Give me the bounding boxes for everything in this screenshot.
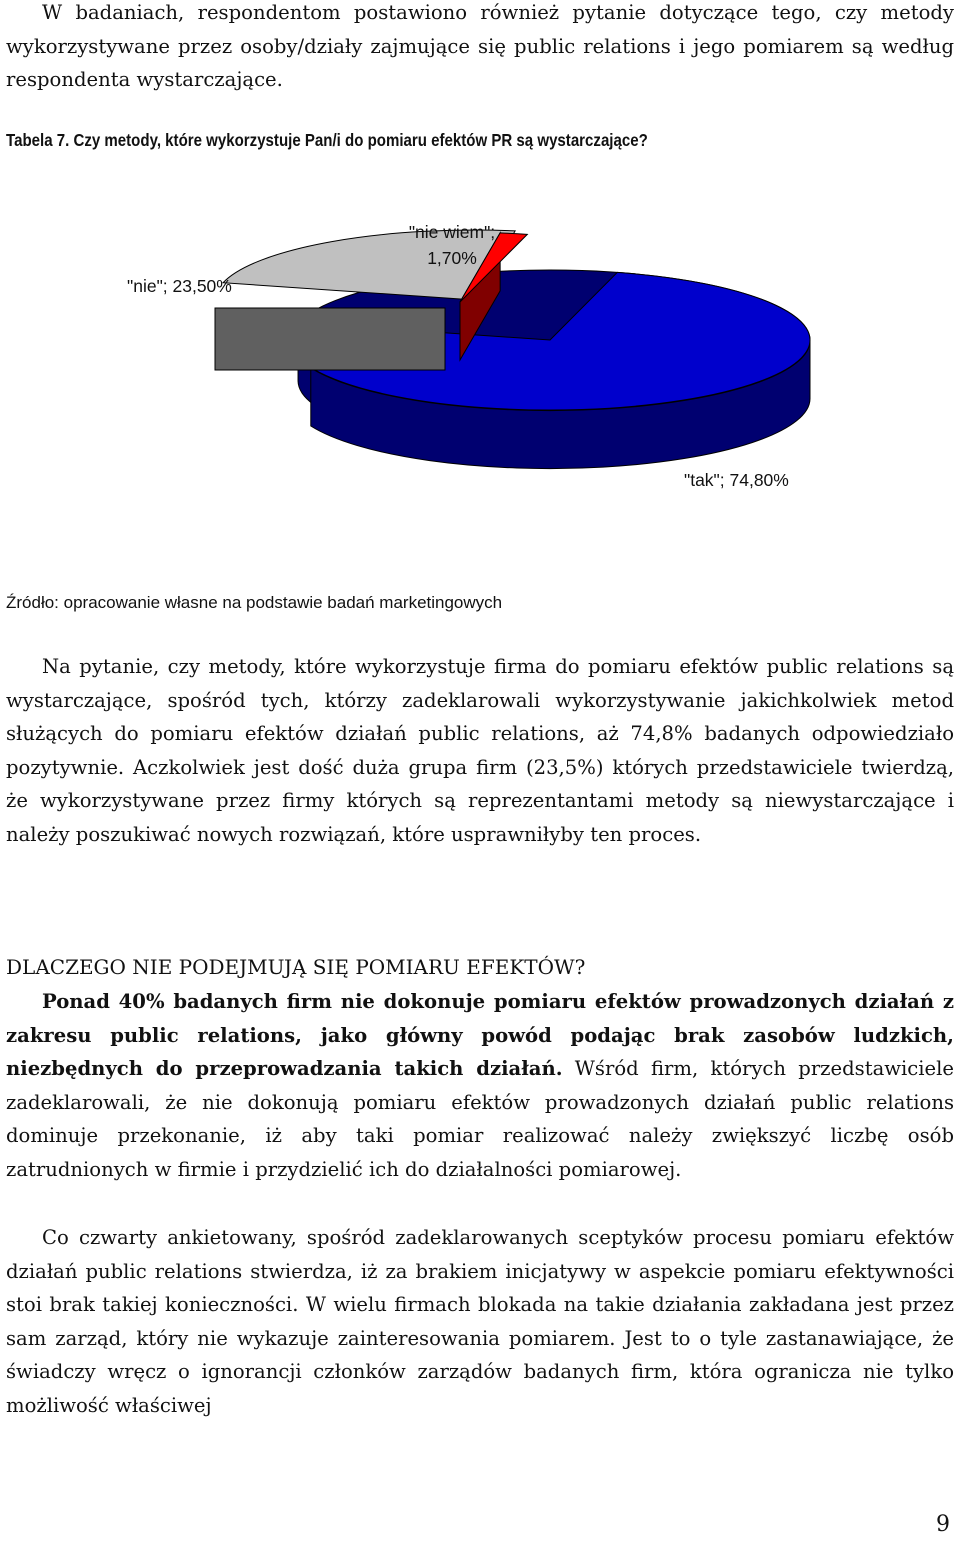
label-nie-wiem-line2: 1,70%: [427, 248, 477, 268]
label-nie: "nie"; 23,50%: [127, 276, 232, 296]
page-number: 9: [936, 1512, 950, 1537]
label-nie-wiem-line1: "nie wiem";: [408, 222, 496, 242]
slice-nie-side: [215, 308, 445, 370]
intro-paragraph: W badaniach, respondentom postawiono również pytanie dotyczące tego, czy metody wykorzystywane przez osoby/działy zajmujące się public relations i jego pomiarem są według respondenta wystarczające.: [6, 1, 954, 91]
discussion-paragraph: Na pytanie, czy metody, które wykorzystuje firma do pomiaru efektów public relations są wystarczające, spośród tych, którzy zadeklarowali wykorzystywanie jakichkolwiek metod służących do pomiaru efektów działań public relations, aż 74,8% badanych odpowiedziało pozytywnie. Aczkolwiek jest dość duża grupa firm (23,5%) których przedstawiciele twierdzą, że wykorzystywane przez firmy których są reprezentantami metody są niewystarczające i należy poszukiwać nowych rozwiązań, które usprawniłyby ten proces.: [6, 655, 954, 846]
pie-chart: [0, 190, 960, 580]
label-tak: "tak"; 74,80%: [684, 470, 789, 490]
reasons-text: Wśród firm, których przedstawiciele zadeklarowali, że nie dokonują pomiaru efektów prowadzonych działań public relations dominuje przekonanie, iż aby taki pomiar realizować należy zwiększyć liczbę osób zatrudnionych w firmie i przydzielić ich do działalności pomiarowej.: [6, 1057, 954, 1181]
table-caption: Tabela 7. Czy metody, które wykorzystuje Pan/i do pomiaru efektów PR są wystarczające?: [6, 130, 648, 150]
reasons-bold-text: Ponad 40% badanych firm nie dokonuje pomiaru efektów prowadzonych działań z zakresu public relations, jako główny powód podając brak zasobów ludzkich, niezbędnych do przeprowadzania takich działań.: [6, 990, 954, 1080]
reasons2-paragraph: Co czwarty ankietowany, spośród zadeklarowanych sceptyków procesu pomiaru efektów działań public relations stwierdza, iż za brakiem inicjatywy w aspekcie pomiaru efektywności stoi brak takiej konieczności. W wielu firmach blokada na takie działania zakładana jest przez sam zarząd, który nie wykazuje zainteresowania pomiarem. Jest to o tyle zastanawiające, że świadczy wręcz o ignorancji członków zarządów badanych firm, która ogranicza nie tylko możliwość właściwej: [6, 1226, 954, 1417]
reasons-paragraph: [6, 985, 954, 1186]
section-heading: DLACZEGO NIE PODEJMUJĄ SIĘ POMIARU EFEKTÓW?: [6, 955, 586, 979]
chart-source: Źródło: opracowanie własne na podstawie badań marketingowych: [6, 593, 503, 612]
